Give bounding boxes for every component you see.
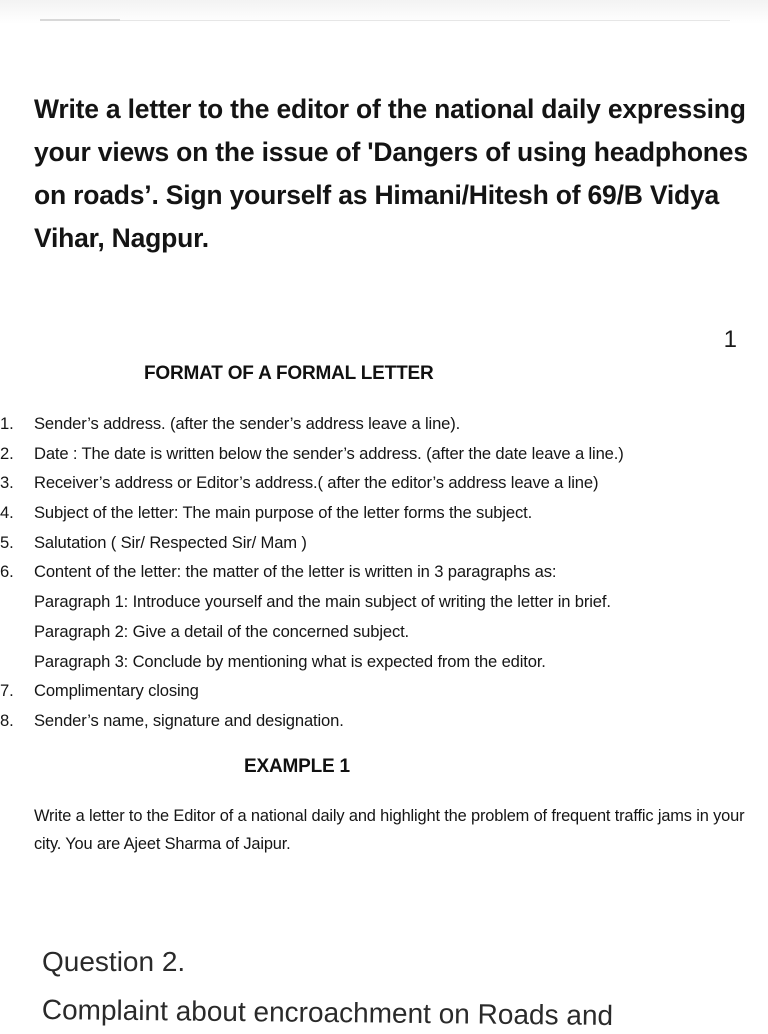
format-item-number: 5. (0, 532, 14, 552)
example-heading: EXAMPLE 1 (244, 756, 350, 777)
format-item-number: 3. (0, 473, 14, 493)
question-prompt: Write a letter to the editor of the national daily expressing your views on the issue of 'Dangers of using headphones on roads’. Sign yourself as Himani/Hitesh of 69/B Vidya Vihar, Nagpur. (34, 94, 748, 253)
format-item-5 (0, 528, 768, 558)
format-item-text: Paragraph 2: Give a detail of the concerned subject. (34, 621, 410, 641)
format-subitem-paragraph-3 (0, 647, 768, 677)
example-text: Write a letter to the Editor of a national daily and highlight the problem of frequent traffic jams in your city. You are Ajeet Sharma of Jaipur. (34, 807, 745, 853)
format-item-text: Content of the letter: the matter of the letter is written in 3 paragraphs as: (34, 562, 557, 582)
format-item-text: Subject of the letter: The main purpose of the letter forms the subject. (34, 503, 533, 523)
format-item-2 (0, 439, 768, 469)
format-item-text: Salutation ( Sir/ Respected Sir/ Mam ) (34, 532, 307, 552)
format-item-number: 8. (0, 710, 14, 730)
page-top-rule (40, 20, 730, 21)
format-item-8 (0, 706, 768, 736)
format-item-number: 1. (0, 414, 14, 433)
format-list (0, 409, 768, 736)
format-item-7 (0, 676, 768, 706)
format-item-3 (0, 468, 768, 498)
format-item-4 (0, 498, 768, 528)
format-item-text: Receiver’s address or Editor’s address.( after the editor’s address leave a line) (34, 473, 599, 493)
format-heading: FORMAT OF A FORMAL LETTER (144, 363, 434, 384)
format-subitem-paragraph-1 (0, 587, 768, 617)
format-item-text: Complimentary closing (34, 681, 199, 701)
format-item-text: Date : The date is written below the sender’s address. (after the date leave a line.) (34, 443, 624, 463)
question-2-text: Complaint about encroachment on Roads and (41, 994, 614, 1031)
format-item-1 (0, 409, 768, 439)
format-item-text: Sender’s name, signature and designation. (34, 710, 344, 730)
format-item-text: Paragraph 1: Introduce yourself and the main subject of writing the letter in brief. (34, 592, 611, 612)
format-item-text: Sender’s address. (after the sender’s address leave a line). (34, 414, 461, 433)
format-subitem-paragraph-2 (0, 617, 768, 647)
format-item-number: 7. (0, 681, 14, 701)
page-top-mark (40, 19, 120, 21)
page-number: 1 (723, 326, 737, 353)
format-item-number: 4. (0, 503, 14, 523)
question-2-label: Question 2. (42, 946, 186, 977)
format-item-number: 6. (0, 562, 14, 582)
format-item-number: 2. (0, 443, 14, 463)
format-item-text: Paragraph 3: Conclude by mentioning what is expected from the editor. (34, 651, 546, 671)
format-item-6 (0, 557, 768, 587)
